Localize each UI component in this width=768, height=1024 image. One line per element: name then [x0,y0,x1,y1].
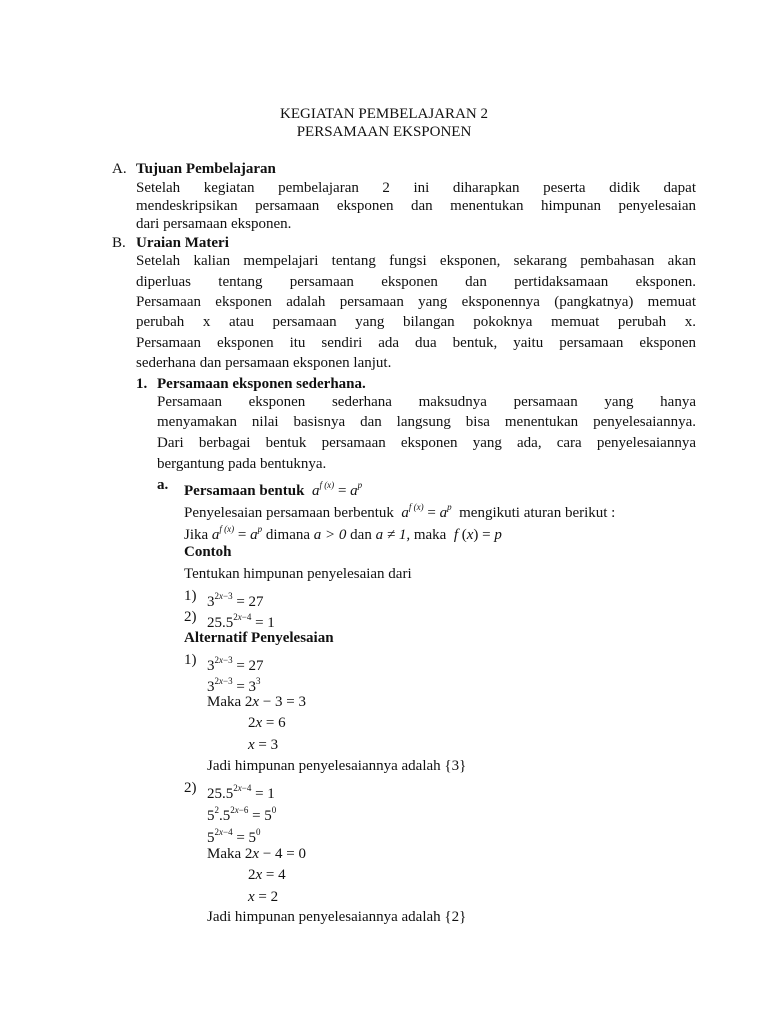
formula-af-eq-ap: $a^{f (x)} = a^p$ [308,480,363,499]
alt-1-step-3: 2x − 3 = 3 [244,694,306,710]
contoh-prompt: Tentukan himpunan penyelesaian dari [184,566,412,582]
sub-a-heading: Persamaan bentuk [184,483,305,499]
maka-word: Maka [207,694,242,710]
formula-af-eq-ap: $a^{f (x)} = a^p$ [211,524,263,543]
section-b-line-5: Persamaan eksponen itu sendiri ada dua bentuk, yaitu persamaan eksponen [136,335,696,351]
section-a-heading: Tujuan Pembelajaran [136,161,276,177]
sub-a-mark: a. [157,477,169,493]
rule-text-post: mengikuti aturan berikut : [459,505,616,521]
alt-2-step-1: $25.5^{2x-4} = 1$ [207,783,275,802]
section-b-heading: Uraian Materi [136,235,229,251]
condition-a-not-one: a ≠ 1, [375,527,411,543]
dimana-word: dimana [265,527,311,543]
maka-word: Maka [207,846,242,862]
contoh-heading: Contoh [184,544,232,560]
contoh-item-2-eq: $25.5^{2x-4} = 1$ [207,612,275,631]
contoh-item-1-eq: $3^{2x-3} = 27$ [207,591,264,610]
alt-2-step-2: $5^2.5^{2x-6} = 5^0$ [207,805,277,824]
section-b-line-3: Persamaan eksponen adalah persamaan yang eksponennya (pangkatnya) memuat [136,294,696,310]
alt-2-result: Jadi himpunan penyelesaiannya adalah {2} [207,909,467,925]
page-title: KEGIATAN PEMBELAJARAN 2 [280,106,488,122]
alt-2-step-4: 2x − 4 = 0 [244,846,306,862]
sub-1-line-2: menyamakan nilai basisnya dan langsung bisa menentukan penyelesaiannya. [157,414,696,430]
alt-2-step-6: x = 2 [248,889,279,905]
formula-af-eq-ap: $a^{f (x)} = a^p$ [397,502,452,521]
sub-1-line-1: Persamaan eksponen sederhana maksudnya persamaan yang hanya [157,394,696,410]
section-a-line-2: mendeskripsikan persamaan eksponen dan menentukan himpunan penyelesaian [136,198,696,214]
contoh-item-1-num: 1) [184,588,197,604]
section-a-mark: A. [112,161,127,177]
maka-word: maka [413,527,447,543]
condition-a-positive: a > 0 [313,527,347,543]
rule-text-pre: Penyelesaian persamaan berbentuk [184,505,394,521]
alt-heading: Alternatif Penyelesaian [184,630,334,646]
page-subtitle: PERSAMAAN EKSPONEN [296,124,472,140]
alt-1-step-4: 2x = 6 [248,715,286,731]
section-b-line-6: sederhana dan persamaan eksponen lanjut. [136,355,392,371]
alt-2-step-5: 2x = 4 [248,867,286,883]
contoh-item-2-num: 2) [184,609,197,625]
sub-1-heading: Persamaan eksponen sederhana. [157,376,366,392]
dan-word: dan [350,527,372,543]
sub-1-mark: 1. [136,376,148,392]
alt-item-1-num: 1) [184,652,197,668]
section-a-line-3: dari persamaan eksponen. [136,216,292,232]
jika-word: Jika [184,527,209,543]
alt-1-result: Jadi himpunan penyelesaiannya adalah {3} [207,758,467,774]
sub-1-line-4: bergantung pada bentuknya. [157,456,327,472]
section-b-line-4: perubah x atau persamaan yang bilangan pokoknya memuat perubah x. [136,314,696,330]
sub-1-line-3: Dari berbagai bentuk persamaan eksponen yang ada, cara penyelesaiannya [157,435,696,451]
alt-1-step-1: $3^{2x-3} = 27$ [207,655,264,674]
section-b-line-1: Setelah kalian mempelajari tentang fungsi eksponen, sekarang pembahasan akan [136,253,696,269]
section-a-line-1: Setelah kegiatan pembelajaran 2 ini diharapkan peserta didik dapat [136,180,696,196]
formula-fx-eq-p: f (x) = p [450,527,502,543]
alt-1-step-5: x = 3 [248,737,279,753]
alt-item-2-num: 2) [184,780,197,796]
section-b-line-2: diperluas tentang persamaan eksponen dan pertidaksamaan eksponen. [136,274,696,290]
section-b-mark: B. [112,235,126,251]
alt-2-step-3: $5^{2x-4} = 5^0$ [207,827,261,846]
alt-1-step-2: $3^{2x-3} = 3^3$ [207,676,261,695]
